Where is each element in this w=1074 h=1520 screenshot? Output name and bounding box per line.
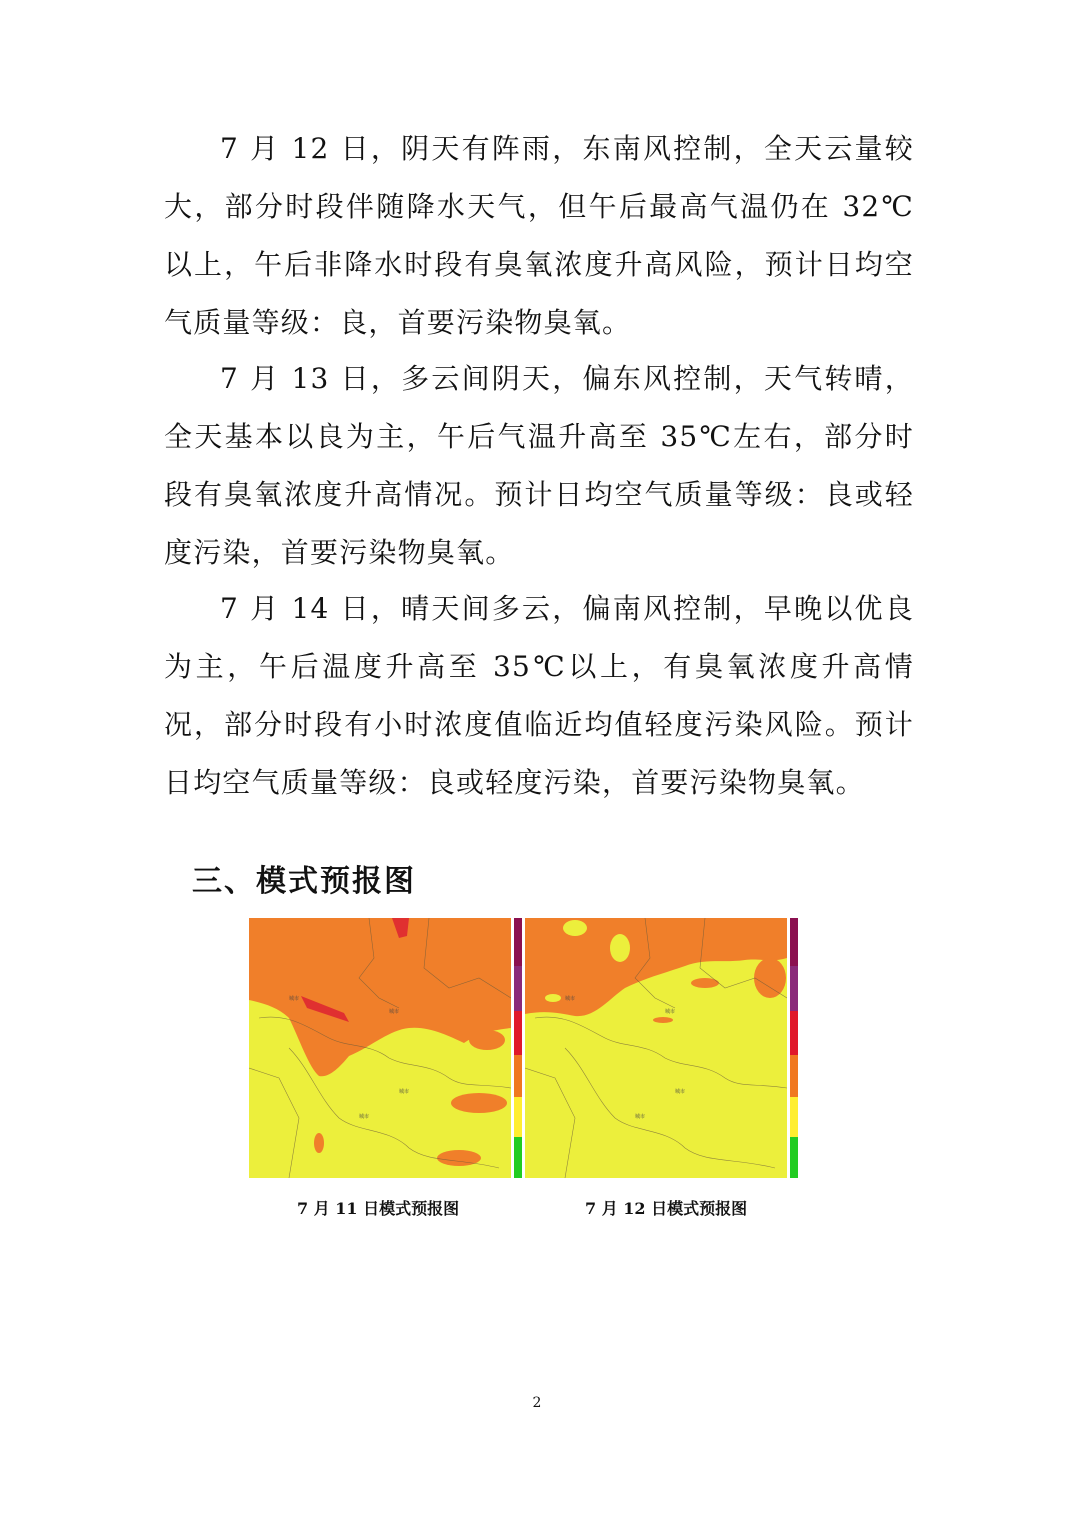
legend-swatch-3 — [790, 1011, 798, 1055]
svg-text:城市: 城市 — [565, 996, 576, 1002]
legend-swatch-6 — [790, 1137, 798, 1178]
paragraph-1 — [164, 120, 914, 352]
legend-bar-1 — [514, 918, 522, 1178]
paragraph-2 — [164, 350, 914, 582]
svg-text:城市: 城市 — [289, 996, 300, 1002]
section-title: 三、模式预报图 — [192, 864, 416, 899]
paragraph-3 — [164, 580, 914, 812]
legend-swatch-1 — [514, 918, 522, 966]
svg-text:城市: 城市 — [399, 1089, 410, 1095]
svg-text:城市: 城市 — [389, 1009, 400, 1015]
legend-swatch-5 — [790, 1097, 798, 1137]
svg-text:城市: 城市 — [675, 1089, 686, 1095]
svg-text:城市: 城市 — [665, 1009, 676, 1015]
paragraph-2-text: 7 月 13 日，多云间阴天，偏东风控制，天气转晴，全天基本以良为主，午后气温升高至 35℃左右，部分时段有臭氧浓度升高情况。预计日均空气质量等级：良或轻度污染，首要污染物臭氧。 — [164, 362, 914, 569]
paragraph-1-text: 7 月 12 日，阴天有阵雨，东南风控制，全天云量较大，部分时段伴随降水天气，但午后最高气温仍在 32℃以上，午后非降水时段有臭氧浓度升高风险，预计日均空气质量等级：良，首要污染物臭氧。 — [164, 132, 914, 339]
svg-text:城市: 城市 — [359, 1114, 370, 1120]
legend-swatch-5 — [514, 1097, 522, 1137]
figure-caption-2: 7 月 12 日模式预报图 — [585, 1199, 748, 1218]
page-number: 2 — [532, 1395, 542, 1411]
legend-bar-2 — [790, 918, 798, 1178]
legend-swatch-4 — [514, 1055, 522, 1097]
paragraph-3-text: 7 月 14 日，晴天间多云，偏南风控制，早晚以优良为主，午后温度升高至 35℃以上，有臭氧浓度升高情况，部分时段有小时浓度值临近均值轻度污染风险。预计日均空气质量等级：良或轻度污染，首要污染物臭氧。 — [164, 592, 914, 799]
forecast-map-1 — [249, 918, 511, 1178]
legend-swatch-4 — [790, 1055, 798, 1097]
forecast-map-2 — [525, 918, 787, 1178]
legend-swatch-3 — [514, 1011, 522, 1055]
legend-swatch-1 — [790, 918, 798, 966]
figure-caption-1: 7 月 11 日模式预报图 — [297, 1199, 460, 1218]
legend-swatch-2 — [790, 966, 798, 1011]
svg-text:城市: 城市 — [635, 1114, 646, 1120]
legend-swatch-6 — [514, 1137, 522, 1178]
legend-swatch-2 — [514, 966, 522, 1011]
